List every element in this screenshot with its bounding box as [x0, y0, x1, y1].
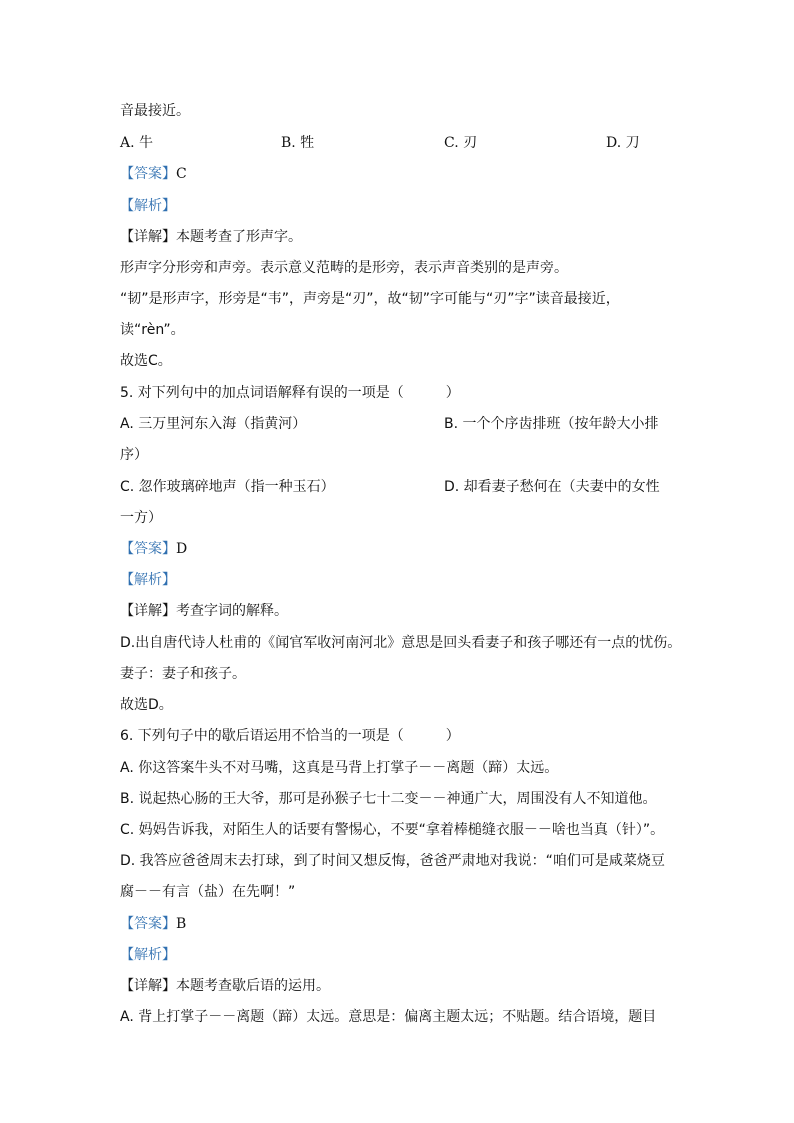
q4-answer — [120, 164, 187, 184]
q4-option-b — [281, 133, 314, 153]
q6-option-d-cont: 腐－－有言（盐）在先啊！” — [120, 884, 296, 900]
q6-line-1: A. 背上打掌子－－离题（蹄）太远。意思是：偏离主题太远；不贴题。结合语境，题目 — [120, 1009, 657, 1025]
q5-detail — [120, 601, 288, 621]
q4-analysis-tag: 【解析】 — [120, 198, 176, 214]
q5-detail-tag: 【详解】 — [120, 603, 176, 619]
q4-line-4: 故选C。 — [120, 353, 172, 369]
q4-option-a-text: 牛 — [139, 135, 154, 151]
q4-option-c — [444, 133, 477, 153]
q5-option-b: B. 一个个序齿排班（按年龄大小排 — [444, 416, 659, 432]
q6-option-c: C. 妈妈告诉我，对陌生人的话要有警惕心，不要“拿着棒槌缝衣服－－啥也当真（针）”。 — [120, 822, 665, 838]
q6-answer-tag: 【答案】 — [120, 916, 176, 932]
q6-option-d: D. 我答应爸爸周末去打球，到了时间又想反悔，爸爸严肃地对我说：“咱们可是咸菜烧豆 — [120, 853, 665, 869]
q6-detail — [120, 976, 330, 996]
q4-answer-value: C — [176, 166, 187, 182]
q4-option-c-letter: C. — [444, 135, 459, 151]
q6-analysis-tag: 【解析】 — [120, 947, 176, 963]
q4-answer-tag: 【答案】 — [120, 166, 176, 182]
q4-intro-tail: 音最接近。 — [120, 103, 190, 119]
q5-option-a: A. 三万里河东入海（指黄河） — [120, 416, 307, 432]
q4-option-d-text: 刀 — [625, 135, 640, 151]
q5-analysis-tag: 【解析】 — [120, 572, 176, 588]
q5-answer-tag: 【答案】 — [120, 541, 176, 557]
q6-answer — [120, 914, 186, 934]
q5-answer-value: D — [176, 541, 188, 557]
q5-line-2: 妻子：妻子和孩子。 — [120, 666, 246, 682]
q4-option-d — [606, 133, 640, 153]
q4-line-1: 形声字分形旁和声旁。表示意义范畴的是形旁，表示声音类别的是声旁。 — [120, 260, 568, 276]
q4-detail-text: 本题考查了形声字。 — [176, 229, 302, 245]
q4-option-b-text: 牲 — [300, 135, 315, 151]
q4-option-c-text: 刃 — [463, 135, 478, 151]
q5-answer — [120, 539, 187, 559]
q6-option-b: B. 说起热心肠的王大爷，那可是孙猴子七十二变－－神通广大，周围没有人不知道他。 — [120, 791, 657, 807]
q4-option-a-letter: A. — [120, 135, 135, 151]
q4-option-a — [120, 133, 153, 153]
q4-detail-tag: 【详解】 — [120, 229, 176, 245]
q5-detail-text: 考查字词的解释。 — [176, 603, 288, 619]
q4-option-b-letter: B. — [281, 135, 296, 151]
q6-detail-text: 本题考查歇后语的运用。 — [176, 978, 330, 994]
q6-stem: 6. 下列句子中的歇后语运用不恰当的一项是（ ） — [120, 728, 460, 744]
q5-option-d: D. 却看妻子愁何在（夫妻中的女性 — [444, 479, 660, 495]
q6-detail-tag: 【详解】 — [120, 978, 176, 994]
q4-option-d-letter: D. — [606, 135, 622, 151]
q5-option-d-cont: 一方） — [120, 510, 162, 526]
q5-option-b-cont: 序） — [120, 447, 148, 463]
q6-answer-value: B — [176, 916, 187, 932]
q5-line-3: 故选D。 — [120, 697, 173, 713]
q4-line-3: 读“rèn”。 — [120, 322, 185, 338]
q5-line-1: D.出自唐代诗人杜甫的《闻官军收河南河北》意思是回头看妻子和孩子哪还有一点的忧伤。 — [120, 635, 682, 651]
q4-detail — [120, 227, 302, 247]
q5-stem: 5. 对下列句中的加点词语解释有误的一项是（ ） — [120, 385, 460, 401]
q4-line-2: “韧”是形声字，形旁是“韦”，声旁是“刃”，故“韧”字可能与“刃”字”读音最接近， — [120, 291, 620, 307]
q6-option-a: A. 你这答案牛头不对马嘴，这真是马背上打掌子－－离题（蹄）太远。 — [120, 760, 559, 776]
q5-option-c: C. 忽作玻璃碎地声（指一种玉石） — [120, 479, 335, 495]
